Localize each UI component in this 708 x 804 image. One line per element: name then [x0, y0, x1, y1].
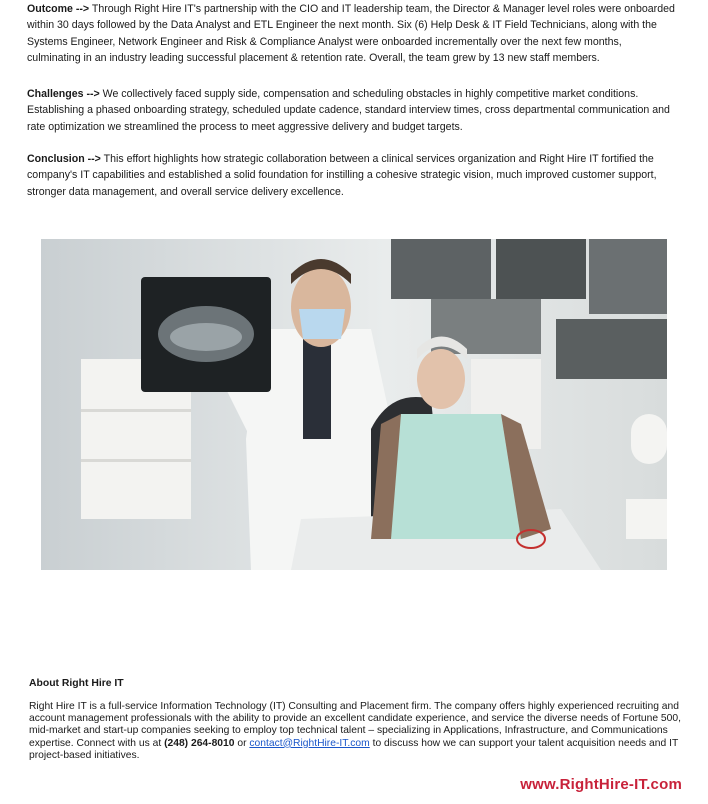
outcome-text: Through Right Hire IT's partnership with the CIO and IT leadership team, the Director & Manager level roles were onboarded within 30 days followed by the Data Analyst and ETL Engineer the next month. Six (6) Help Desk & IT Field Technicians, along with the Systems Engineer, Network Engineer and Risk & Compliance Analyst were onboarded incrementally over the next few months, culminating in an industry leading successful placement & retention rate. Overall, the team grew by 13 new staff members. — [27, 3, 675, 65]
dental-office-photo — [41, 239, 667, 570]
outcome-paragraph — [27, 1, 677, 67]
about-heading: About Right Hire IT — [29, 678, 124, 689]
conclusion-paragraph — [27, 151, 677, 200]
conclusion-text: This effort highlights how strategic collaboration between a clinical services organization and Right Hire IT fortified the company's IT capabilities and established a solid foundation for instilling a cohesive strategic vision, much improved customer support, stronger data management, and overall service delivery excellence. — [27, 153, 657, 198]
challenges-label: Challenges --> — [27, 88, 100, 100]
challenges-paragraph — [27, 86, 677, 135]
about-or: or — [234, 737, 250, 749]
about-text-after: to discuss how we can support your talent acquisition needs and IT project-based initiatives. — [29, 737, 679, 761]
outcome-label: Outcome --> — [27, 3, 90, 15]
email-link[interactable]: contact@RightHire-IT.com — [249, 737, 370, 749]
phone-number: (248) 264-8010 — [164, 737, 235, 749]
about-paragraph — [29, 701, 681, 762]
about-text-before: Right Hire IT is a full-service Information Technology (IT) Consulting and Placement firm. The company offers highly experienced recruiting and account management professionals with the ability to provide an excellent candidate experience, and service the diverse needs of Fortune 500, mid-market and start-up companies seeking to employ top technical talent – specializing in Applications, Infrastructure, and Communications expertise. Connect with us at — [29, 701, 681, 749]
challenges-text: We collectively faced supply side, compensation and scheduling obstacles in highly competitive market conditions. Establishing a phased onboarding strategy, scheduled update cadence, standard interview times, cross departmental communication and rate optimization we streamlined the process to meet aggressive delivery and budget targets. — [27, 88, 670, 133]
conclusion-label: Conclusion --> — [27, 153, 101, 165]
website-link[interactable]: www.RightHire-IT.com — [520, 776, 682, 793]
